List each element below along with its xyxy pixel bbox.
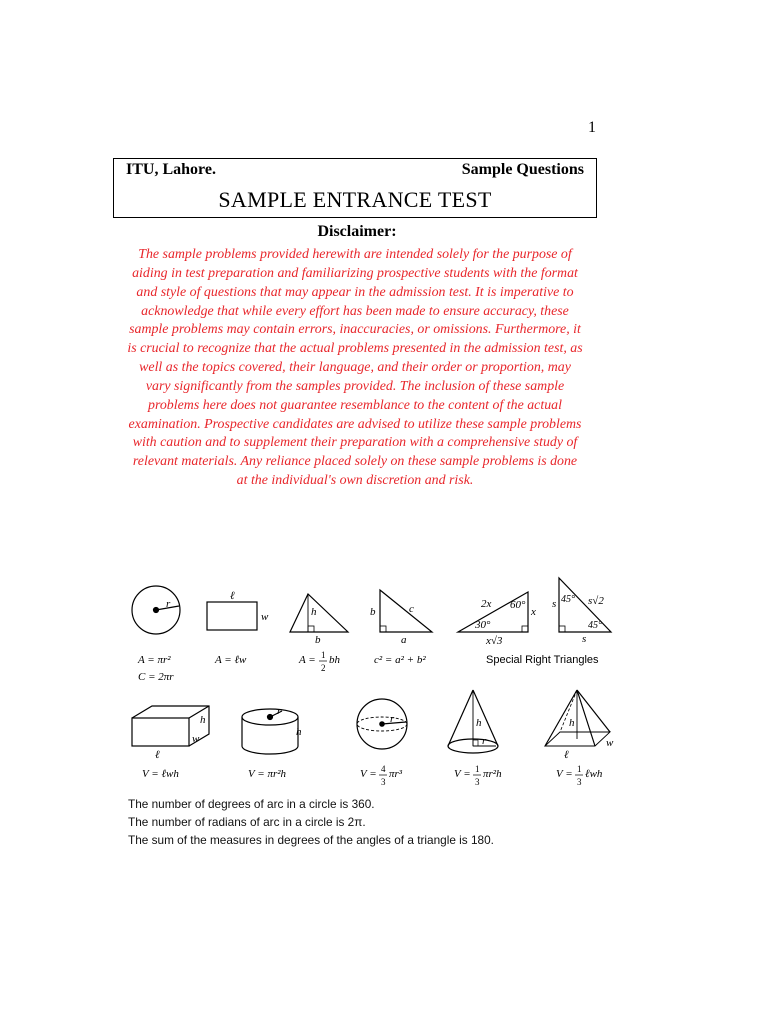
t3060-30-angle-label: 30° bbox=[475, 619, 491, 631]
disclaimer-text bbox=[110, 246, 600, 491]
header-box bbox=[113, 158, 597, 218]
pyramid-volume-suffix: ℓwh bbox=[585, 768, 603, 780]
pyramid-length-label: ℓ bbox=[564, 749, 569, 761]
t45-top-angle-label: 45° bbox=[561, 594, 575, 605]
right-triangle-diagram bbox=[370, 590, 432, 646]
rect-length-label: ℓ bbox=[230, 590, 235, 602]
box-length-label: ℓ bbox=[155, 749, 160, 761]
cone-diagram bbox=[448, 690, 498, 753]
pythagorean-formula: c² = a² + b² bbox=[374, 654, 426, 666]
box-width-label: w bbox=[192, 733, 200, 745]
triangle-30-60-90-diagram bbox=[458, 592, 536, 647]
disclaimer-line: examination. Prospective candidates are advised to utilize these sample problems bbox=[128, 416, 582, 432]
right-triangle-b-label: b bbox=[370, 606, 376, 618]
rect-width-label: w bbox=[261, 611, 269, 623]
triangle-diagram bbox=[290, 594, 348, 646]
pyramid-width-label: w bbox=[606, 737, 614, 749]
cone-volume-suffix: πr²h bbox=[483, 768, 502, 780]
rectangle-diagram bbox=[207, 590, 269, 630]
fraction-four-thirds-denominator: 3 bbox=[381, 777, 386, 787]
t3060-xroot3-label: x√3 bbox=[486, 635, 503, 647]
page-title: SAMPLE ENTRANCE TEST bbox=[218, 187, 492, 212]
t3060-60-angle-label: 60° bbox=[510, 599, 526, 611]
pyramid-volume-prefix: V = bbox=[556, 768, 573, 780]
fraction-one-third-numerator-2: 1 bbox=[577, 764, 582, 774]
fraction-one-third-denominator-2: 3 bbox=[577, 777, 582, 787]
triangle-area-prefix: A = bbox=[299, 654, 316, 666]
t45-hypotenuse-label: s√2 bbox=[588, 595, 604, 607]
t45-bottom-s-label: s bbox=[582, 633, 587, 645]
disclaimer-line: relevant materials. Any reliance placed solely on these sample problems is done bbox=[132, 454, 578, 470]
doc-type-label: Sample Questions bbox=[461, 161, 584, 178]
disclaimer-line: well as the topics covered, their language, and their order or proportion, may bbox=[139, 360, 571, 376]
right-triangle-c-label: c bbox=[409, 603, 414, 615]
box-volume-formula: V = ℓwh bbox=[142, 768, 179, 780]
disclaimer-line: acknowledge that while every effort has been made to ensure accuracy, these bbox=[141, 303, 569, 319]
disclaimer-line: vary significantly from the samples provided. The inclusion of these sample bbox=[145, 378, 565, 394]
cone-height-label: h bbox=[476, 717, 482, 729]
disclaimer-heading: Disclaimer: bbox=[317, 223, 397, 240]
t45-left-s-label: s bbox=[552, 598, 557, 610]
cone-volume-prefix: V = bbox=[454, 768, 471, 780]
cylinder-volume-formula: V = πr²h bbox=[248, 768, 287, 780]
special-right-triangles-caption: Special Right Triangles bbox=[486, 654, 599, 666]
disclaimer-line: is crucial to recognize that the actual problems presented in the admission test, as bbox=[127, 341, 583, 357]
cylinder-radius-label: r bbox=[277, 705, 282, 717]
fraction-one-third-denominator: 3 bbox=[475, 777, 480, 787]
reference-facts bbox=[128, 795, 494, 849]
triangle-area-suffix: bh bbox=[329, 654, 340, 666]
pyramid-height-label: h bbox=[569, 717, 575, 729]
rect-area-formula: A = ℓw bbox=[215, 654, 247, 666]
disclaimer-line: The sample problems provided herewith are intended solely for the purpose of bbox=[138, 247, 572, 262]
institution-label: ITU, Lahore. bbox=[126, 161, 216, 178]
fraction-one-third-numerator: 1 bbox=[475, 764, 480, 774]
sphere-volume-prefix: V = bbox=[360, 768, 377, 780]
disclaimer-line: aiding in test preparation and familiarizing prospective students with the format bbox=[132, 265, 578, 281]
triangle-base-label: b bbox=[315, 634, 321, 646]
disclaimer-line: sample problems may contain errors, inaccuracies, or omissions. Furthermore, it bbox=[129, 322, 581, 338]
sphere-radius-label: r bbox=[390, 713, 395, 725]
disclaimer-line: at the individual's own discretion and risk. bbox=[236, 473, 474, 489]
t3060-hypotenuse-label: 2x bbox=[481, 598, 492, 610]
sphere-volume-suffix: πr³ bbox=[389, 768, 403, 780]
triangle-45-45-90-diagram bbox=[552, 578, 611, 645]
circle-radius-label: r bbox=[166, 598, 171, 610]
fraction-four-thirds-numerator: 4 bbox=[381, 764, 386, 774]
box-height-label: h bbox=[200, 714, 206, 726]
fact-triangle-sum: The sum of the measures in degrees of the angles of a triangle is 180. bbox=[128, 833, 494, 847]
disclaimer-line: problems here does not guarantee resemblance to the content of the actual bbox=[148, 397, 562, 413]
page-number: 1 bbox=[588, 119, 596, 136]
fact-degrees: The number of degrees of arc in a circle is 360. bbox=[128, 797, 375, 811]
fraction-half-denominator: 2 bbox=[321, 663, 326, 673]
t3060-x-label: x bbox=[531, 606, 536, 618]
circle-circumference-formula: C = 2πr bbox=[138, 671, 174, 683]
t45-bottom-angle-label: 45° bbox=[588, 620, 602, 631]
triangle-height-label: h bbox=[311, 606, 317, 618]
cylinder-diagram bbox=[242, 705, 302, 754]
circle-diagram bbox=[132, 586, 180, 634]
fact-radians: The number of radians of arc in a circle is 2π. bbox=[128, 815, 366, 829]
fraction-half-numerator: 1 bbox=[321, 650, 326, 660]
circle-area-formula: A = πr² bbox=[138, 654, 171, 666]
disclaimer-line: and style of questions that may appear in the admission test. It is imperative to bbox=[136, 284, 574, 300]
rectangular-box-diagram bbox=[132, 706, 209, 761]
pyramid-diagram bbox=[545, 690, 614, 761]
sphere-diagram bbox=[357, 699, 407, 749]
cone-radius-label: r bbox=[482, 735, 487, 747]
right-triangle-a-label: a bbox=[401, 634, 407, 646]
cylinder-height-label: h bbox=[296, 726, 302, 738]
disclaimer-line: with caution and to supplement their preparation with a comprehensive study of bbox=[132, 435, 578, 451]
